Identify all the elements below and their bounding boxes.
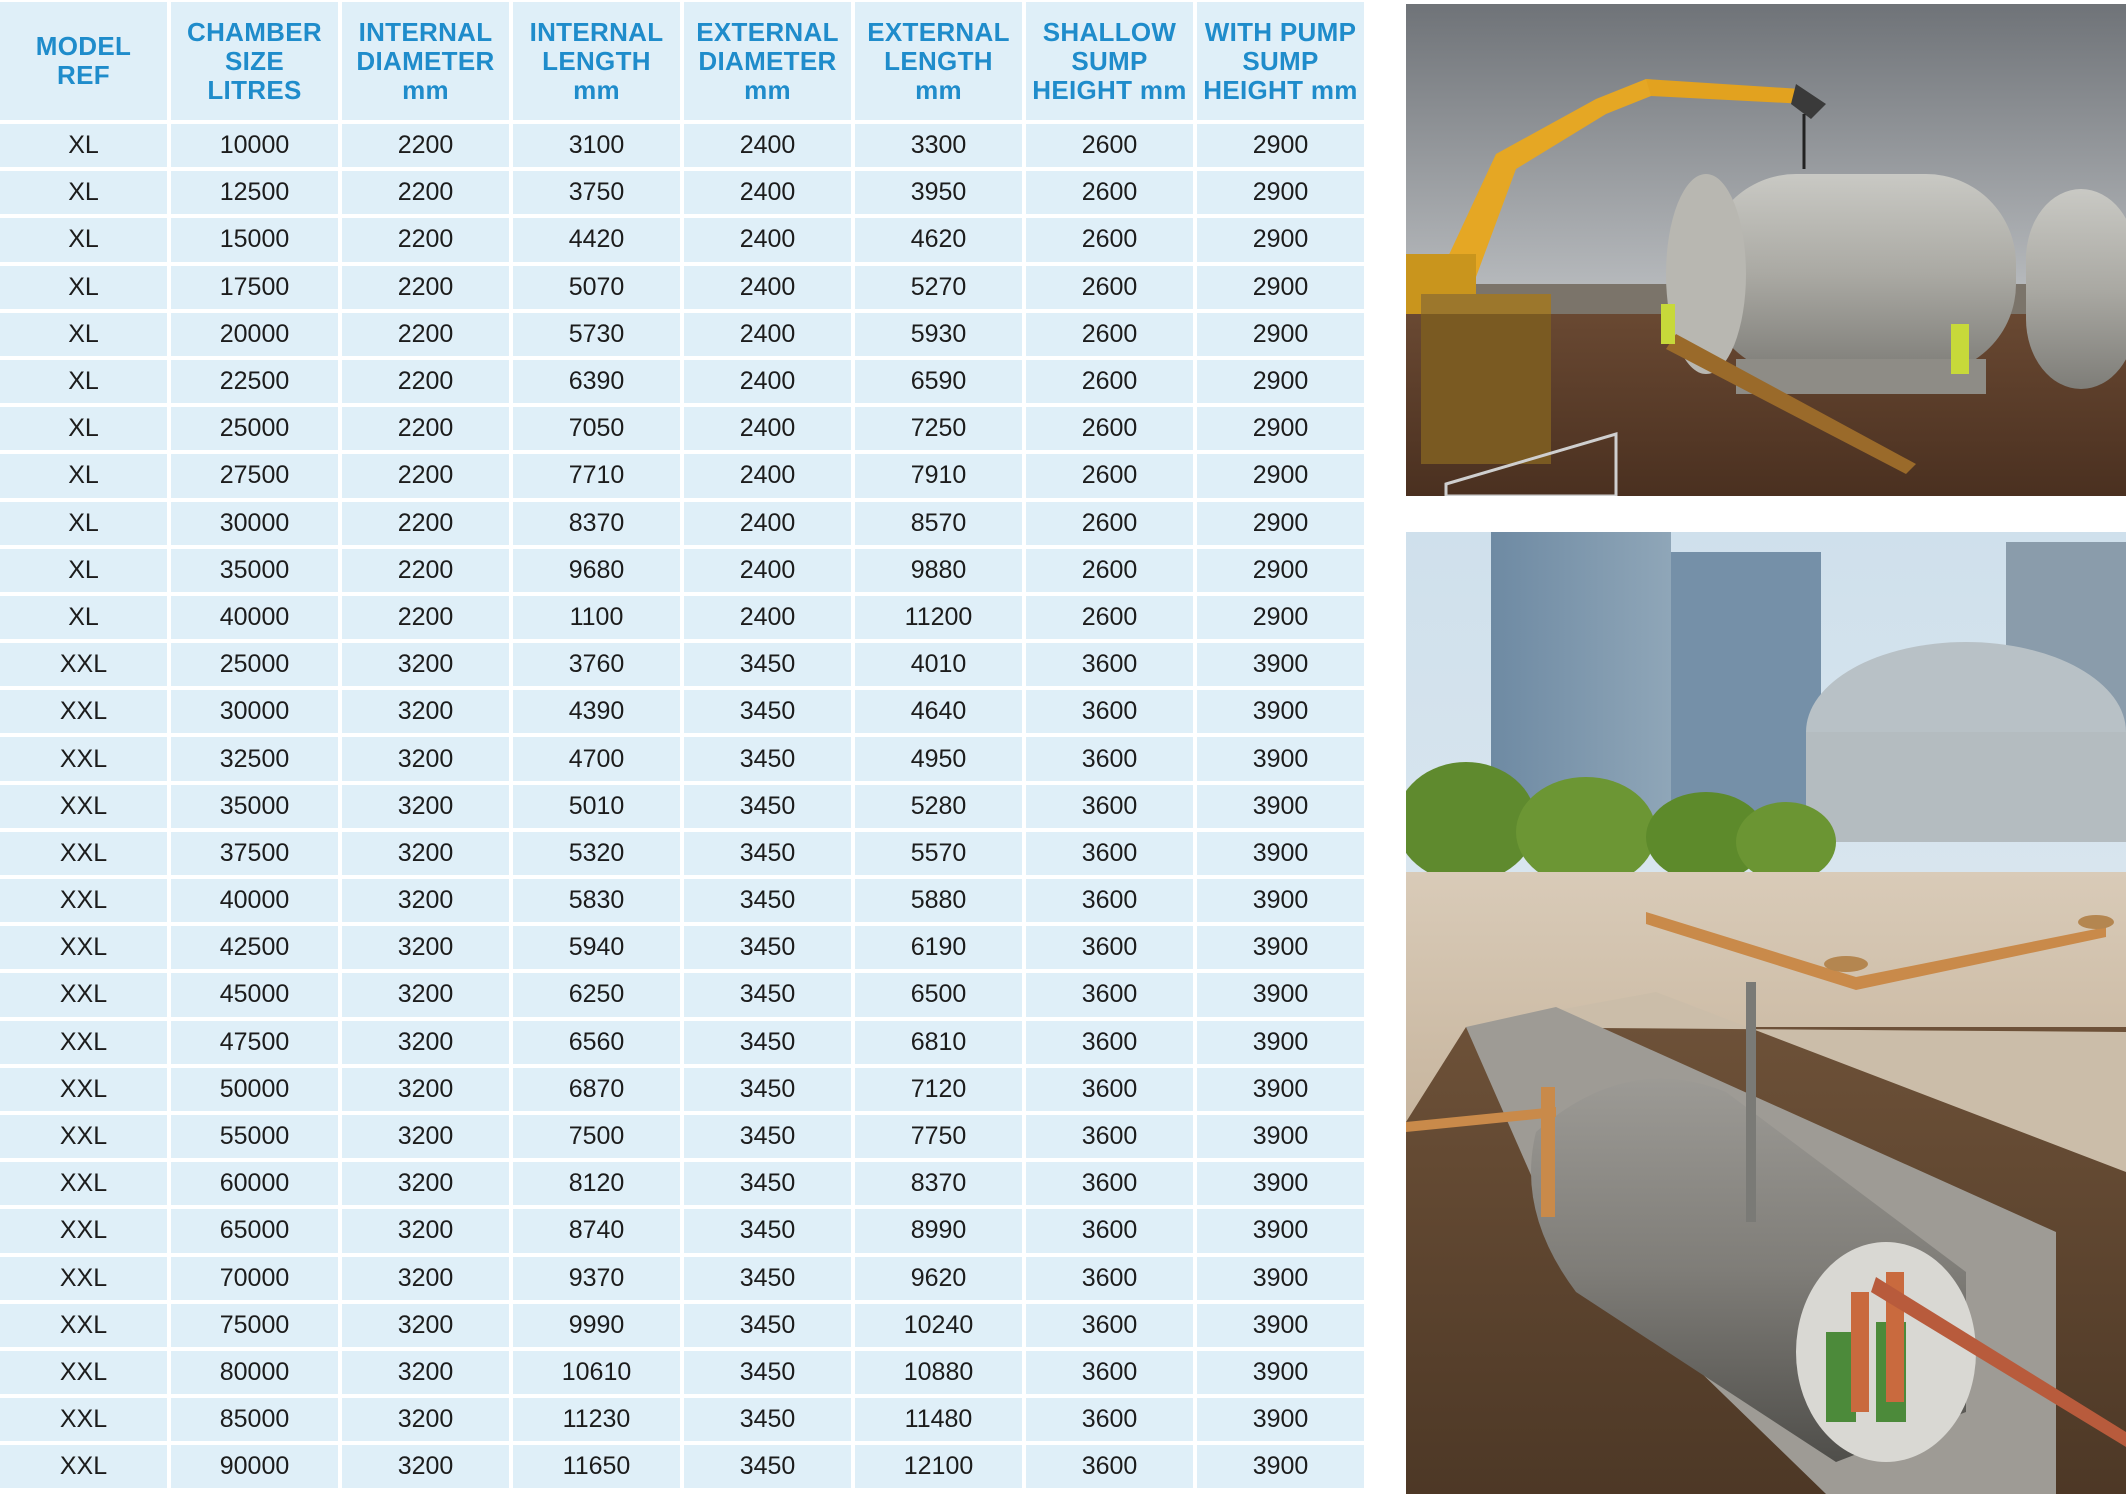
table-cell: 3600 (1026, 1209, 1193, 1252)
table-cell: 10240 (855, 1304, 1022, 1347)
table-cell: 3200 (342, 643, 509, 686)
table-cell: 40000 (171, 596, 338, 639)
table-cell: 3600 (1026, 1021, 1193, 1064)
table-row (0, 643, 1364, 686)
table-cell: 3450 (684, 785, 851, 828)
column-header-line: EXTERNAL (867, 16, 1010, 47)
table-cell: 3900 (1197, 1068, 1364, 1111)
table-cell: 3600 (1026, 737, 1193, 780)
table-cell: 3200 (342, 1398, 509, 1441)
table-body (0, 124, 1364, 1488)
table-cell: 7910 (855, 454, 1022, 497)
table-row (0, 596, 1364, 639)
column-header (684, 2, 851, 120)
column-header (1197, 2, 1364, 120)
table-cell: 2400 (684, 171, 851, 214)
table-cell: 42500 (171, 926, 338, 969)
table-row (0, 1162, 1364, 1205)
table-cell: 3200 (342, 1162, 509, 1205)
table-cell: 3900 (1197, 737, 1364, 780)
table-cell: 2600 (1026, 313, 1193, 356)
table-cell: 2600 (1026, 454, 1193, 497)
table-cell: XXL (0, 643, 167, 686)
table-cell: 70000 (171, 1257, 338, 1300)
table-cell: 2200 (342, 454, 509, 497)
table-cell: 2900 (1197, 171, 1364, 214)
table-cell: 27500 (171, 454, 338, 497)
table-row (0, 1398, 1364, 1441)
column-header-line: INTERNAL (358, 16, 493, 47)
table-cell: 4640 (855, 690, 1022, 733)
column-header (171, 2, 338, 120)
table-cell: 5320 (513, 832, 680, 875)
table-cell: 3200 (342, 1445, 509, 1488)
table-cell: XL (0, 549, 167, 592)
table-cell: 40000 (171, 879, 338, 922)
table-row (0, 1209, 1364, 1252)
table-cell: 3900 (1197, 926, 1364, 969)
table-cell: 3450 (684, 1209, 851, 1252)
table-row (0, 1257, 1364, 1300)
table-cell: 3900 (1197, 1351, 1364, 1394)
table-cell: 65000 (171, 1209, 338, 1252)
table-cell: 2900 (1197, 360, 1364, 403)
table-row (0, 1115, 1364, 1158)
table-cell: 4420 (513, 218, 680, 261)
table-cell: 2600 (1026, 360, 1193, 403)
table-cell: 8990 (855, 1209, 1022, 1252)
table-cell: 4390 (513, 690, 680, 733)
table-cell: 2400 (684, 360, 851, 403)
table-row (0, 171, 1364, 214)
table-cell: 5280 (855, 785, 1022, 828)
column-header-line: WITH PUMP (1204, 16, 1357, 47)
table-cell: 30000 (171, 690, 338, 733)
table-cell: 3600 (1026, 1304, 1193, 1347)
table-cell: 3450 (684, 643, 851, 686)
table-cell: 3200 (342, 1115, 509, 1158)
table-cell: 3900 (1197, 1115, 1364, 1158)
table-cell: XXL (0, 1257, 167, 1300)
table-cell: 2600 (1026, 549, 1193, 592)
column-header-line: SHALLOW (1042, 16, 1177, 47)
column-header-line: CHAMBER (187, 16, 322, 47)
table-cell: XXL (0, 737, 167, 780)
table-cell: 8370 (855, 1162, 1022, 1205)
table-cell: 9620 (855, 1257, 1022, 1300)
table-cell: 3600 (1026, 1351, 1193, 1394)
table-cell: 47500 (171, 1021, 338, 1064)
table-row (0, 502, 1364, 545)
table-cell: XXL (0, 1304, 167, 1347)
table-cell: 6810 (855, 1021, 1022, 1064)
table-cell: 3750 (513, 171, 680, 214)
table-cell: 2200 (342, 407, 509, 450)
table-cell: 3450 (684, 1445, 851, 1488)
table-cell: 3600 (1026, 832, 1193, 875)
table-cell: 5070 (513, 266, 680, 309)
table-row (0, 549, 1364, 592)
table-cell: XL (0, 124, 167, 167)
column-header-line: SUMP (1242, 45, 1319, 76)
table-cell: 3450 (684, 737, 851, 780)
table-cell: 3200 (342, 1209, 509, 1252)
table-cell: 8570 (855, 502, 1022, 545)
column-header-line: MODEL (35, 31, 132, 61)
table-cell: XXL (0, 1445, 167, 1488)
table-cell: XXL (0, 1398, 167, 1441)
table-cell: 3450 (684, 926, 851, 969)
table-cell: 5940 (513, 926, 680, 969)
column-header (0, 2, 167, 120)
table-cell: 3600 (1026, 1115, 1193, 1158)
table-cell: 3900 (1197, 973, 1364, 1016)
table-cell: 12100 (855, 1445, 1022, 1488)
table-cell: 3200 (342, 690, 509, 733)
column-header-line: LENGTH (542, 45, 651, 76)
table-cell: 3200 (342, 926, 509, 969)
table-cell: 5880 (855, 879, 1022, 922)
table-cell: 90000 (171, 1445, 338, 1488)
column-header-line: mm (744, 74, 791, 105)
table-cell: 3900 (1197, 690, 1364, 733)
column-header-line: SIZE (225, 45, 284, 76)
table-cell: 3950 (855, 171, 1022, 214)
table-cell: 9680 (513, 549, 680, 592)
table-cell: XXL (0, 879, 167, 922)
table-cell: 3200 (342, 973, 509, 1016)
table-row (0, 1304, 1364, 1347)
table-cell: 3450 (684, 1068, 851, 1111)
table-cell: XXL (0, 1209, 167, 1252)
table-cell: 4950 (855, 737, 1022, 780)
tank-installation-photo (1406, 4, 2126, 496)
table-cell: 2600 (1026, 596, 1193, 639)
table-cell: 7250 (855, 407, 1022, 450)
table-cell: 11650 (513, 1445, 680, 1488)
table-cell: 3600 (1026, 785, 1193, 828)
column-header-line: EXTERNAL (696, 16, 839, 47)
table-cell: 2900 (1197, 549, 1364, 592)
table-cell: XXL (0, 1021, 167, 1064)
table-cell: 3900 (1197, 1445, 1364, 1488)
table-cell: 7750 (855, 1115, 1022, 1158)
table-cell: 3600 (1026, 1257, 1193, 1300)
column-header-line: INTERNAL (529, 16, 664, 47)
table-cell: 7050 (513, 407, 680, 450)
table-cell: 3900 (1197, 832, 1364, 875)
table-cell: XL (0, 266, 167, 309)
table-cell: 45000 (171, 973, 338, 1016)
table-cell: 3600 (1026, 926, 1193, 969)
table-cell: 3600 (1026, 973, 1193, 1016)
table-cell: 6250 (513, 973, 680, 1016)
table-cell: 3900 (1197, 879, 1364, 922)
table-cell: 4010 (855, 643, 1022, 686)
table-cell: 3600 (1026, 1445, 1193, 1488)
table-cell: XXL (0, 1068, 167, 1111)
table-cell: 3100 (513, 124, 680, 167)
column-header (513, 2, 680, 120)
table-cell: 2600 (1026, 266, 1193, 309)
table-cell: 2900 (1197, 407, 1364, 450)
table-cell: 3450 (684, 832, 851, 875)
table-cell: 3900 (1197, 1257, 1364, 1300)
table-cell: 35000 (171, 785, 338, 828)
table-cell: 2400 (684, 407, 851, 450)
table-cell: 2900 (1197, 218, 1364, 261)
table-cell: 1100 (513, 596, 680, 639)
table-cell: 2400 (684, 124, 851, 167)
table-cell: 2200 (342, 596, 509, 639)
table-cell: 20000 (171, 313, 338, 356)
table-row (0, 879, 1364, 922)
table-cell: 32500 (171, 737, 338, 780)
table-cell: XL (0, 502, 167, 545)
table-cell: XXL (0, 1115, 167, 1158)
table-cell: 12500 (171, 171, 338, 214)
table-cell: 9370 (513, 1257, 680, 1300)
table-row (0, 690, 1364, 733)
table-cell: 3200 (342, 1351, 509, 1394)
table-cell: 3200 (342, 832, 509, 875)
table-cell: 25000 (171, 407, 338, 450)
table-cell: 2600 (1026, 502, 1193, 545)
table-cell: 30000 (171, 502, 338, 545)
table-row (0, 218, 1364, 261)
table-cell: 4700 (513, 737, 680, 780)
table-cell: XXL (0, 832, 167, 875)
table-cell: 80000 (171, 1351, 338, 1394)
table-cell: 2600 (1026, 218, 1193, 261)
table-cell: XXL (0, 926, 167, 969)
table-cell: 7710 (513, 454, 680, 497)
table-row (0, 1021, 1364, 1064)
table-cell: 10610 (513, 1351, 680, 1394)
table-row (0, 737, 1364, 780)
table-cell: 3200 (342, 1257, 509, 1300)
table-cell: 2600 (1026, 171, 1193, 214)
table-cell: 3200 (342, 1068, 509, 1111)
table-cell: 3450 (684, 973, 851, 1016)
table-cell: 2900 (1197, 124, 1364, 167)
table-cell: 3450 (684, 1021, 851, 1064)
column-header-line: HEIGHT mm (1203, 74, 1358, 105)
table-cell: 3900 (1197, 1209, 1364, 1252)
column-header (1026, 2, 1193, 120)
table-cell: 3600 (1026, 643, 1193, 686)
table-cell: 6390 (513, 360, 680, 403)
table-cell: 2400 (684, 266, 851, 309)
table-cell: 17500 (171, 266, 338, 309)
column-header-line: HEIGHT mm (1032, 74, 1187, 105)
table-cell: 3200 (342, 1021, 509, 1064)
table-cell: 3450 (684, 1398, 851, 1441)
table-cell: 2900 (1197, 454, 1364, 497)
header-row (0, 2, 1364, 120)
column-header (342, 2, 509, 120)
table-cell: 5270 (855, 266, 1022, 309)
table-cell: 6590 (855, 360, 1022, 403)
table-cell: 55000 (171, 1115, 338, 1158)
table-row (0, 832, 1364, 875)
table-cell: 2400 (684, 502, 851, 545)
table-row (0, 926, 1364, 969)
table-cell: 5570 (855, 832, 1022, 875)
column-header-line: SUMP (1071, 45, 1148, 76)
table-cell: 3450 (684, 1351, 851, 1394)
table-cell: 37500 (171, 832, 338, 875)
table-row (0, 360, 1364, 403)
table-cell: 2900 (1197, 313, 1364, 356)
table-cell: 3200 (342, 737, 509, 780)
table-cell: 3300 (855, 124, 1022, 167)
table-cell: XL (0, 596, 167, 639)
column-header (855, 2, 1022, 120)
table-cell: 3450 (684, 1304, 851, 1347)
table-cell: 9990 (513, 1304, 680, 1347)
table-cell: 5930 (855, 313, 1022, 356)
table-cell: 3600 (1026, 1068, 1193, 1111)
table-cell: 2400 (684, 218, 851, 261)
table-cell: 7500 (513, 1115, 680, 1158)
table-cell: 2200 (342, 360, 509, 403)
table-cell: 25000 (171, 643, 338, 686)
table-cell: 6500 (855, 973, 1022, 1016)
table-cell: XXL (0, 973, 167, 1016)
table-cell: 50000 (171, 1068, 338, 1111)
table-cell: 3900 (1197, 1021, 1364, 1064)
table-cell: 22500 (171, 360, 338, 403)
table-cell: 3900 (1197, 1398, 1364, 1441)
table-cell: 2200 (342, 313, 509, 356)
table-row (0, 1351, 1364, 1394)
table-cell: XL (0, 218, 167, 261)
table-cell: XL (0, 313, 167, 356)
table-row (0, 973, 1364, 1016)
table-cell: 3200 (342, 785, 509, 828)
column-header-line: mm (402, 74, 449, 105)
table-cell: XXL (0, 1351, 167, 1394)
table-cell: 2200 (342, 502, 509, 545)
table-cell: 8120 (513, 1162, 680, 1205)
table-cell: 2200 (342, 124, 509, 167)
table-cell: 3760 (513, 643, 680, 686)
table-cell: 2600 (1026, 124, 1193, 167)
table-cell: XL (0, 171, 167, 214)
table-cell: 5010 (513, 785, 680, 828)
table-cell: 6870 (513, 1068, 680, 1111)
table-cell: XL (0, 407, 167, 450)
table-row (0, 1445, 1364, 1488)
table-cell: 2200 (342, 549, 509, 592)
column-header-line: mm (573, 74, 620, 105)
table-cell: 7120 (855, 1068, 1022, 1111)
table-cell: 2400 (684, 549, 851, 592)
table-row (0, 124, 1364, 167)
table-cell: 11200 (855, 596, 1022, 639)
table-cell: 35000 (171, 549, 338, 592)
table-cell: 2200 (342, 218, 509, 261)
table-cell: 3450 (684, 690, 851, 733)
table-cell: XL (0, 454, 167, 497)
table-row (0, 454, 1364, 497)
table-cell: 8370 (513, 502, 680, 545)
table-cell: 3600 (1026, 690, 1193, 733)
column-header-line: LITRES (207, 74, 302, 105)
table-cell: 3200 (342, 1304, 509, 1347)
table-row (0, 266, 1364, 309)
table-cell: 3900 (1197, 785, 1364, 828)
column-header-line: LENGTH (884, 45, 993, 76)
table-cell: 2200 (342, 266, 509, 309)
table-cell: 75000 (171, 1304, 338, 1347)
column-header-line: REF (57, 60, 110, 90)
table-cell: 85000 (171, 1398, 338, 1441)
table-cell: 2900 (1197, 596, 1364, 639)
table-cell: 60000 (171, 1162, 338, 1205)
table-cell: 3600 (1026, 879, 1193, 922)
table-row (0, 407, 1364, 450)
table-cell: 9880 (855, 549, 1022, 592)
table-cell: 3450 (684, 1115, 851, 1158)
table-cell: 11230 (513, 1398, 680, 1441)
table-cell: 2600 (1026, 407, 1193, 450)
table-cell: XXL (0, 785, 167, 828)
table-cell: 3450 (684, 1257, 851, 1300)
table-cell: 5830 (513, 879, 680, 922)
table-cell: 2900 (1197, 266, 1364, 309)
table-cell: 8740 (513, 1209, 680, 1252)
table-cell: 4620 (855, 218, 1022, 261)
table-cell: 10880 (855, 1351, 1022, 1394)
table-cell: 3600 (1026, 1398, 1193, 1441)
column-header-line: mm (915, 74, 962, 105)
table-cell: 2400 (684, 596, 851, 639)
table-row (0, 785, 1364, 828)
table-cell: XXL (0, 1162, 167, 1205)
tank-cutaway-render (1406, 532, 2126, 1494)
table-cell: 6560 (513, 1021, 680, 1064)
table-cell: 3900 (1197, 1162, 1364, 1205)
table-cell: 10000 (171, 124, 338, 167)
table-cell: 3900 (1197, 1304, 1364, 1347)
table-cell: XL (0, 360, 167, 403)
table-cell: 3200 (342, 879, 509, 922)
column-header-line: DIAMETER (698, 45, 837, 76)
table-cell: 2900 (1197, 502, 1364, 545)
table-row (0, 313, 1364, 356)
table-cell: 15000 (171, 218, 338, 261)
table-cell: 11480 (855, 1398, 1022, 1441)
table-cell: 3450 (684, 879, 851, 922)
table-cell: 2200 (342, 171, 509, 214)
table-cell: 2400 (684, 313, 851, 356)
table-cell: 3600 (1026, 1162, 1193, 1205)
table-cell: 2400 (684, 454, 851, 497)
table-cell: 5730 (513, 313, 680, 356)
table-cell: 3450 (684, 1162, 851, 1205)
column-header-line: DIAMETER (356, 45, 495, 76)
table-row (0, 1068, 1364, 1111)
table-cell: 6190 (855, 926, 1022, 969)
table-cell: XXL (0, 690, 167, 733)
table-cell: 3900 (1197, 643, 1364, 686)
